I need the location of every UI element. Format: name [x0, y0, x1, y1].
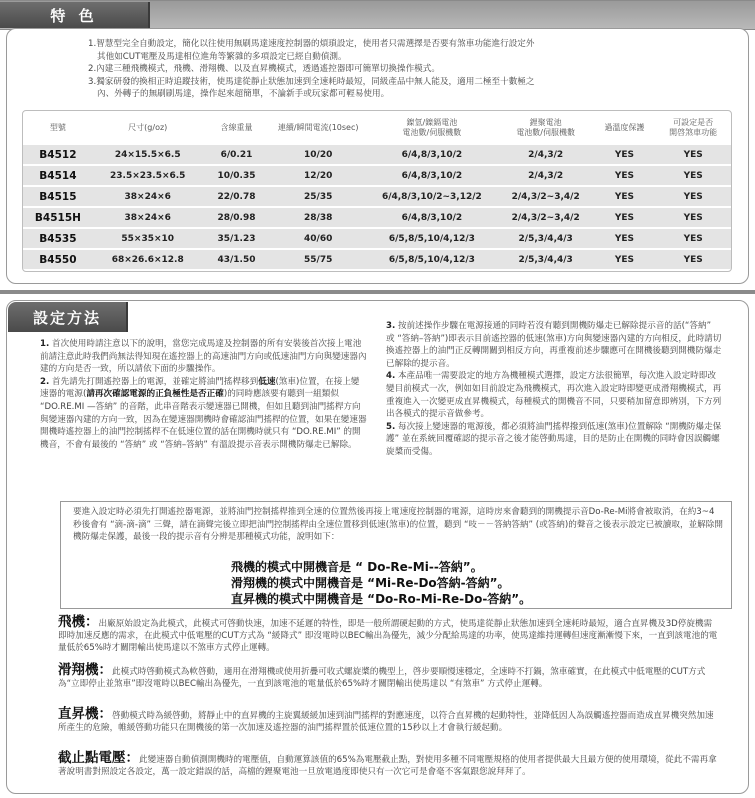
settings-title: 設定方法 [8, 302, 128, 332]
step-1: 1. 首次使用時請注意以下的說明，當您完成馬達及控制器的所有安裝後首次接上電池前請注意此時我們尚無法得知現在遙控器上的高速油門方向或低速油門方向與變速器內建的方向是否一致，所以請依下面的步驟操作。 [40, 339, 367, 375]
spec-cell: YES [655, 250, 731, 269]
spec-cell: 10/0.35 [203, 166, 271, 185]
mode-notice-box [60, 501, 732, 609]
spec-cell: 10/20 [270, 145, 366, 164]
spec-cell: YES [655, 187, 731, 206]
spec-cell: YES [594, 208, 656, 227]
spec-row [23, 208, 731, 227]
spec-cell: 40/60 [270, 229, 366, 248]
settings-left-column [40, 338, 367, 451]
plane-tone-line: 飛機的模式中開機音是 “ Do-Re-Mi--答納”。 [231, 560, 483, 574]
spec-cell: 2/4,3/2 [498, 145, 594, 164]
spec-cell: 6/4,8/3,10/2 [366, 145, 498, 164]
spec-cell: 12/20 [270, 166, 366, 185]
spec-header-row [23, 113, 731, 143]
step-2: 2. 首先請先打開遙控器上的電源，並確定將油門搖桿移到低速(煞車)位置，在接上變速器的電源(請再次確認電源的正負極性是否正確)的同時應該要有聽到一組類似 “DO.RE.MI —答納” 的音階，此串音階表示變速器已開機，但如且聽到油門搖桿方向與變速器內建的方向一致，因為在變速器開機時會確認油門搖桿的位置，如果在變速器開機時遙控器上的油門控制搖桿不在低速位置的話在開機時就只有 “DO.RE.MI” 的開機音，不會有最後的 “答納” 或 “答納–答納” 有溫設提示音表示開機防爆走已解除。 [40, 376, 367, 450]
step-3: 3. 按前述操作步驟在電源接通的同時若沒有聽到開機防爆走已解除提示音的話(“答納” 或 “答納–答納”)即表示目前遙控器的低速(煞車)方向與變速器內建的方向相反，此時請切換遙控器上的油門正反轉開關到相反方向，再重複前述步驟應可在開機後聽到開機防爆走已解除的提示音。 [386, 321, 722, 369]
mode-heli: 直昇機：啓動模式時為緩啓動，將靜止中的直昇機的主旋翼緩緩加速到油門搖桿的對應速度，以符合直昇機的起動特性，並降低因人為誤觸遙控器而造成直昇機突然加速所產生的危險，帷緩啓動功能只在開機後的第一次加速及遙控器的油門搖桿置於低速位置的15秒以上才會執行緩起動。 [58, 706, 714, 734]
settings-header-bar [0, 290, 755, 294]
spec-cell: 2/5,3/4,4/3 [498, 250, 594, 269]
spec-model-cell: B4515H [23, 208, 93, 227]
spec-cell: 55/75 [270, 250, 366, 269]
notice-text: 要進入設定時必須先打開遙控器電源，並將油門控制搖桿推到全速的位置然後再接上電速度控制器的電源，這時房來會聽到的開機提示音Do-Re-Mi將會被取消，在約3~4秒後會有 “滴-滴-滴” 三聲，請在滴聲完後立即把油門控制搖桿由全速位置移到低速(煞車)的位置，聽到 “吱－－答納答納” (或答納)的聲音之後表示設定已被讀取，並解除開機防爆走保護，最後一段的提示音有分辨是那種模式功能，說明如下： [73, 507, 723, 542]
heli-tone-line: 直昇機的模式中開機音是 “Do-Ro-Mi-Re-Do-答納”。 [231, 592, 532, 606]
feature-line: 1.智慧型完全自動設定，簡化以往使用無刷馬達速度控制器的煩瑣設定，使用者只需選擇是否要有煞車功能進行設定外 [88, 39, 535, 49]
spec-cell: 25/35 [270, 187, 366, 206]
spec-cell: YES [594, 166, 656, 185]
spec-cell: 35/1.23 [203, 229, 271, 248]
spec-cell: 6/0.21 [203, 145, 271, 164]
col-current: 連續/瞬間電流(10sec) [277, 123, 359, 132]
spec-model-cell: B4514 [23, 166, 93, 185]
spec-cell: 6/4,8/3,10/2 [366, 166, 498, 185]
spec-cell: YES [655, 208, 731, 227]
mode-glider: 滑翔機：此模式時啓動模式為軟啓動，適用在滑翔機或使用折疊可收式螺旋槳的機型上，啓步要順慢速穩定，全速時不打鍋，煞車確實，在此模式中低電壓的CUT方式為“立即停止並煞車”即沒電時以BEC輸出為優先，一直到該電池的電量低於65%時才關閉輸出使馬達以 “有煞車” 方式停止運轉。 [58, 662, 706, 690]
spec-cell: 38×24×6 [93, 187, 203, 206]
mode-plane: 飛機：出廠原始設定為此模式，此模式可啓動快速，加速不延遲的特性，即是一般所謂硬起動的方式，使馬達從靜止狀態加速到全速耗時最短，適合直昇機及3D停旋機需即時加速反應的需求，在此模式中低電壓的CUT方式為 “緩降式” 即沒電時以BEC輸出為優先，減少分配給馬達的功率，使馬達維持運轉但速度漸漸慢下來，一直到該電池的電量低於65%時才關閉輸出使馬達以不煞車方式停止運轉。 [58, 614, 718, 654]
col-thermal: 過溫度保護 [604, 123, 645, 132]
spec-table [22, 110, 732, 272]
spec-row [23, 250, 731, 269]
spec-row [23, 145, 731, 164]
spec-cell: 2/4,3/2~3,4/2 [498, 208, 594, 227]
spec-cell: 6/4,8/3,10/2 [366, 208, 498, 227]
spec-model-cell: B4550 [23, 250, 93, 269]
spec-row [23, 229, 731, 248]
features-title: 特 色 [0, 2, 150, 28]
glider-tone-line: 滑翔機的模式中開機音是 “Mi-Re-Do答納-答納”。 [231, 576, 510, 590]
spec-cell: YES [594, 187, 656, 206]
spec-cell: 2/5,3/4,4/3 [498, 229, 594, 248]
spec-cell: 6/5,8/5,10/4,12/3 [366, 250, 498, 269]
spec-cell: 2/4,3/2~3,4/2 [498, 187, 594, 206]
spec-cell: 6/4,8/3,10/2~3,12/2 [366, 187, 498, 206]
feature-line: 其他如CUT電壓及馬達相位進角等繁雜的多項設定已經自動偵測。 [97, 51, 347, 62]
spec-cell: 24×15.5×6.5 [93, 145, 203, 164]
spec-model-cell: B4512 [23, 145, 93, 164]
spec-cell: 23.5×23.5×6.5 [93, 166, 203, 185]
feature-line: 內、外轉子的無刷刷馬達，操作起來超簡單，不論新手或玩家都可輕易使用。 [97, 89, 390, 100]
spec-cell: YES [594, 145, 656, 164]
spec-cell: 6/5,8/5,10/4,12/3 [366, 229, 498, 248]
col-lipo: 鋰聚電池 電池數/伺服機數 [516, 118, 576, 137]
spec-cell: 28/0.98 [203, 208, 271, 227]
col-size: 尺寸(g/oz) [128, 123, 168, 132]
spec-cell: 22/0.78 [203, 187, 271, 206]
spec-cell: YES [594, 250, 656, 269]
feature-line: 3.獨家研發的換相正時追蹤技術，使馬達從靜止狀態加速到全速耗時最短，同級產品中無人能及，適用二極至十數極之 [88, 76, 535, 87]
col-weight: 含線重量 [220, 123, 253, 132]
spec-model-cell: B4535 [23, 229, 93, 248]
spec-cell: 43/1.50 [203, 250, 271, 269]
spec-cell: YES [655, 145, 731, 164]
step-4: 4. 本產品唯一需要設定的地方為機種模式選擇，設定方法很簡單，每次進入設定時即改變目前模式一次，例如如目前設定為飛機模式，再次進入設定時即變更成滑翔機模式，再重複進入一次變更成直昇機模式，每種模式的開機音不同，只要稍加留意即辨別，下方列出各模式的提示音做參考。 [386, 371, 722, 420]
col-nimh: 鎳氫/鎳鎘電池 電池數/伺服機數 [402, 118, 462, 137]
spec-row [23, 187, 731, 206]
mode-cutoff: 截止點電壓：此變速器自動偵測開機時的電壓值，自動運算該值的65%為電壓截止點，對使用多種不同電壓規格的使用者提供最大且最方便的使用環境，從此不需再拿著說明書對照設定各設定，萬一設定錯誤的話，高檔的鋰聚電池一旦放電過度即使只有一次它可是會毫不客氣跟您說拜拜了。 [58, 750, 717, 778]
features-list [88, 38, 718, 101]
spec-model-cell: B4515 [23, 187, 93, 206]
spec-row [23, 166, 731, 185]
spec-cell: 55×35×10 [93, 229, 203, 248]
spec-cell: YES [594, 229, 656, 248]
spec-cell: 68×26.6×12.8 [93, 250, 203, 269]
spec-cell: YES [655, 229, 731, 248]
spec-cell: 28/38 [270, 208, 366, 227]
spec-cell: YES [655, 166, 731, 185]
feature-line: 2.內建三種飛機模式，飛機、滑翔機、以及直昇機模式，透過遙控器即可簡單切換操作模式。 [88, 64, 440, 75]
settings-right-column [386, 320, 722, 459]
step-5: 5. 每次接上變速器的電源後，都必須將油門搖桿撥到低速(煞車)位置解除 “開機防爆走保護” 並在系統回覆確認的提示音之後才能啓動馬達，目的是防止在開機的同時會因誤觸螺旋槳而受傷。 [386, 421, 722, 457]
col-model: 型號 [49, 123, 66, 132]
spec-cell: 38×24×6 [93, 208, 203, 227]
col-brake: 可設定是否 開啓煞車功能 [669, 118, 718, 137]
spec-cell: 2/4,3/2 [498, 166, 594, 185]
